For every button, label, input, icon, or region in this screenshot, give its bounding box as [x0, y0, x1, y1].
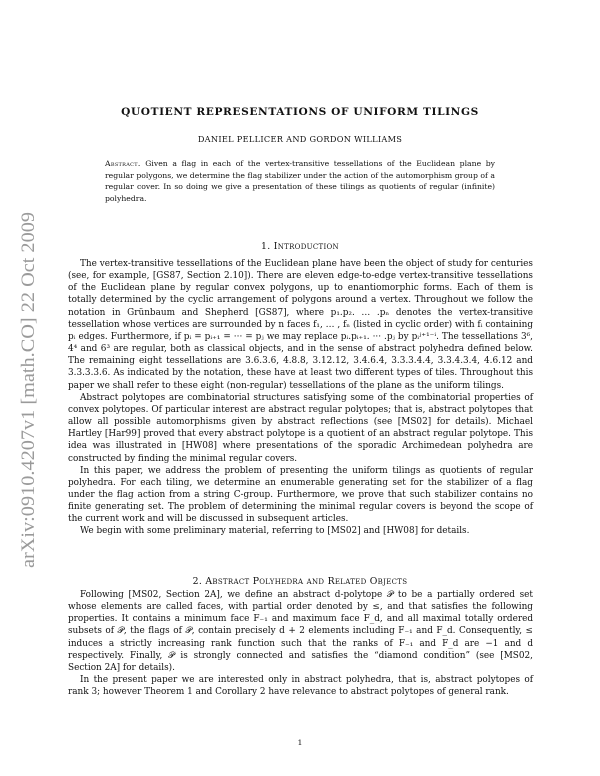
arxiv-stamp — [12, 210, 42, 570]
section-heading-abstract-polyhedra: 2. Abstract Polyhedra and Related Objects — [192, 576, 408, 587]
abstract-text: Given a flag in each of the vertex-transitive tessellations of the Euclidean plane by regular polygons, we determine the flag stabilizer under the action of the automorphism group of a regular cover. In so doing we give a presentation of these tilings as quotients of regular (infinite) polyhedra. — [105, 159, 495, 203]
paragraph: In this paper, we address the problem of presenting the uniform tilings as quotients of regular polyhedra. For each tiling, we determine an enumerable generating set for the stabilizer of a flag under the flag action from a string C-group. Furthermore, we prove that such stabilizer contains no finite generating set. The problem of determining the minimal regular covers is beyond the scope of the current work and will be discussed in subsequent articles. — [68, 465, 533, 525]
section-heading-introduction: 1. Introduction — [261, 241, 339, 252]
paper-title: QUOTIENT REPRESENTATIONS OF UNIFORM TILINGS — [121, 106, 479, 118]
paragraph: We begin with some preliminary material, referring to [MS02] and [HW08] for details. — [80, 526, 470, 537]
page-number: 1 — [297, 738, 303, 747]
paper-authors: DANIEL PELLICER AND GORDON WILLIAMS — [197, 134, 403, 144]
paragraph: Following [MS02, Section 2A], we define an abstract d-polytope 𝒫 to be a partially ordered set whose elements are called faces, with partial order denoted by ≤, and that satisfies the following properties. It contains a minimum face F₋₁ and maximum face F_d, and all maximal totally ordered subsets of 𝒫, the flags of 𝒫, contain precisely d + 2 elements including F₋₁ and F_d. Consequently, ≤ induces a strictly increasing rank function such that the ranks of F₋₁ and F_d are −1 and d respectively. Finally, 𝒫 is strongly connected and satisfies the “diamond condition” (see [MS02, Section 2A] for details). — [68, 590, 533, 673]
abstract — [105, 158, 495, 204]
abstract-label: Abstract. — [105, 159, 141, 168]
introduction-body — [68, 258, 533, 538]
section2-body — [68, 589, 533, 698]
arxiv-stamp-text: arXiv:0910.4207v1 [math.CO] 22 Oct 2009 — [18, 234, 39, 568]
paragraph: In the present paper we are interested only in abstract polyhedra, that is, abstract polytopes of rank 3; however Theorem 1 and Corollary 2 have relevance to abstract polytopes of general rank. — [68, 675, 533, 698]
paragraph: The vertex-transitive tessellations of the Euclidean plane have been the object of study for centuries (see, for example, [GS87, Section 2.10]). There are eleven edge-to-edge vertex-transitive tessellations of the Euclidean plane by regular convex polygons, up to enantiomorphic forms. Each of them is totally determined by the cyclic arrangement of polygons around a vertex. Throughout we follow the notation in Grünbaum and Shepherd [GS87], where p₁.p₂. … .pₙ denotes the vertex-transitive tessellation whose vertices are surrounded by n faces f₁, … , fₙ (listed in cyclic order) with fᵢ containing pᵢ edges. Furthermore, if pᵢ = pᵢ₊₁ = ··· = pⱼ we may replace pᵢ.pᵢ₊₁. ··· .pⱼ by pᵢʲ⁺¹⁻ⁱ. The tessellations 3⁶, 4⁴ and 6³ are regular, both as classical objects, and in the sense of abstract polyhedra defined below. The remaining eight tessellations are 3.6.3.6, 4.8.8, 3.12.12, 3.4.6.4, 3.3.3.4.4, 3.3.4.3.4, 4.6.12 and 3.3.3.3.6. As indicated by the notation, these have at least two different types of tiles. Throughout this paper we shall refer to these eight (non-regular) tessellations of the plane as the uniform tilings. — [68, 259, 533, 391]
paragraph: Abstract polytopes are combinatorial structures satisfying some of the combinatorial properties of convex polytopes. Of particular interest are abstract regular polytopes; that is, abstract polytopes that allow all possible automorphisms given by abstract reflections (see [MS02] for details). Michael Hartley [Har99] proved that every abstract polytope is a quotient of an abstract regular polytope. This idea was illustrated in [HW08] where presentations of the sporadic Archimedean polyhedra are constructed by finding the minimal regular covers. — [68, 392, 533, 464]
